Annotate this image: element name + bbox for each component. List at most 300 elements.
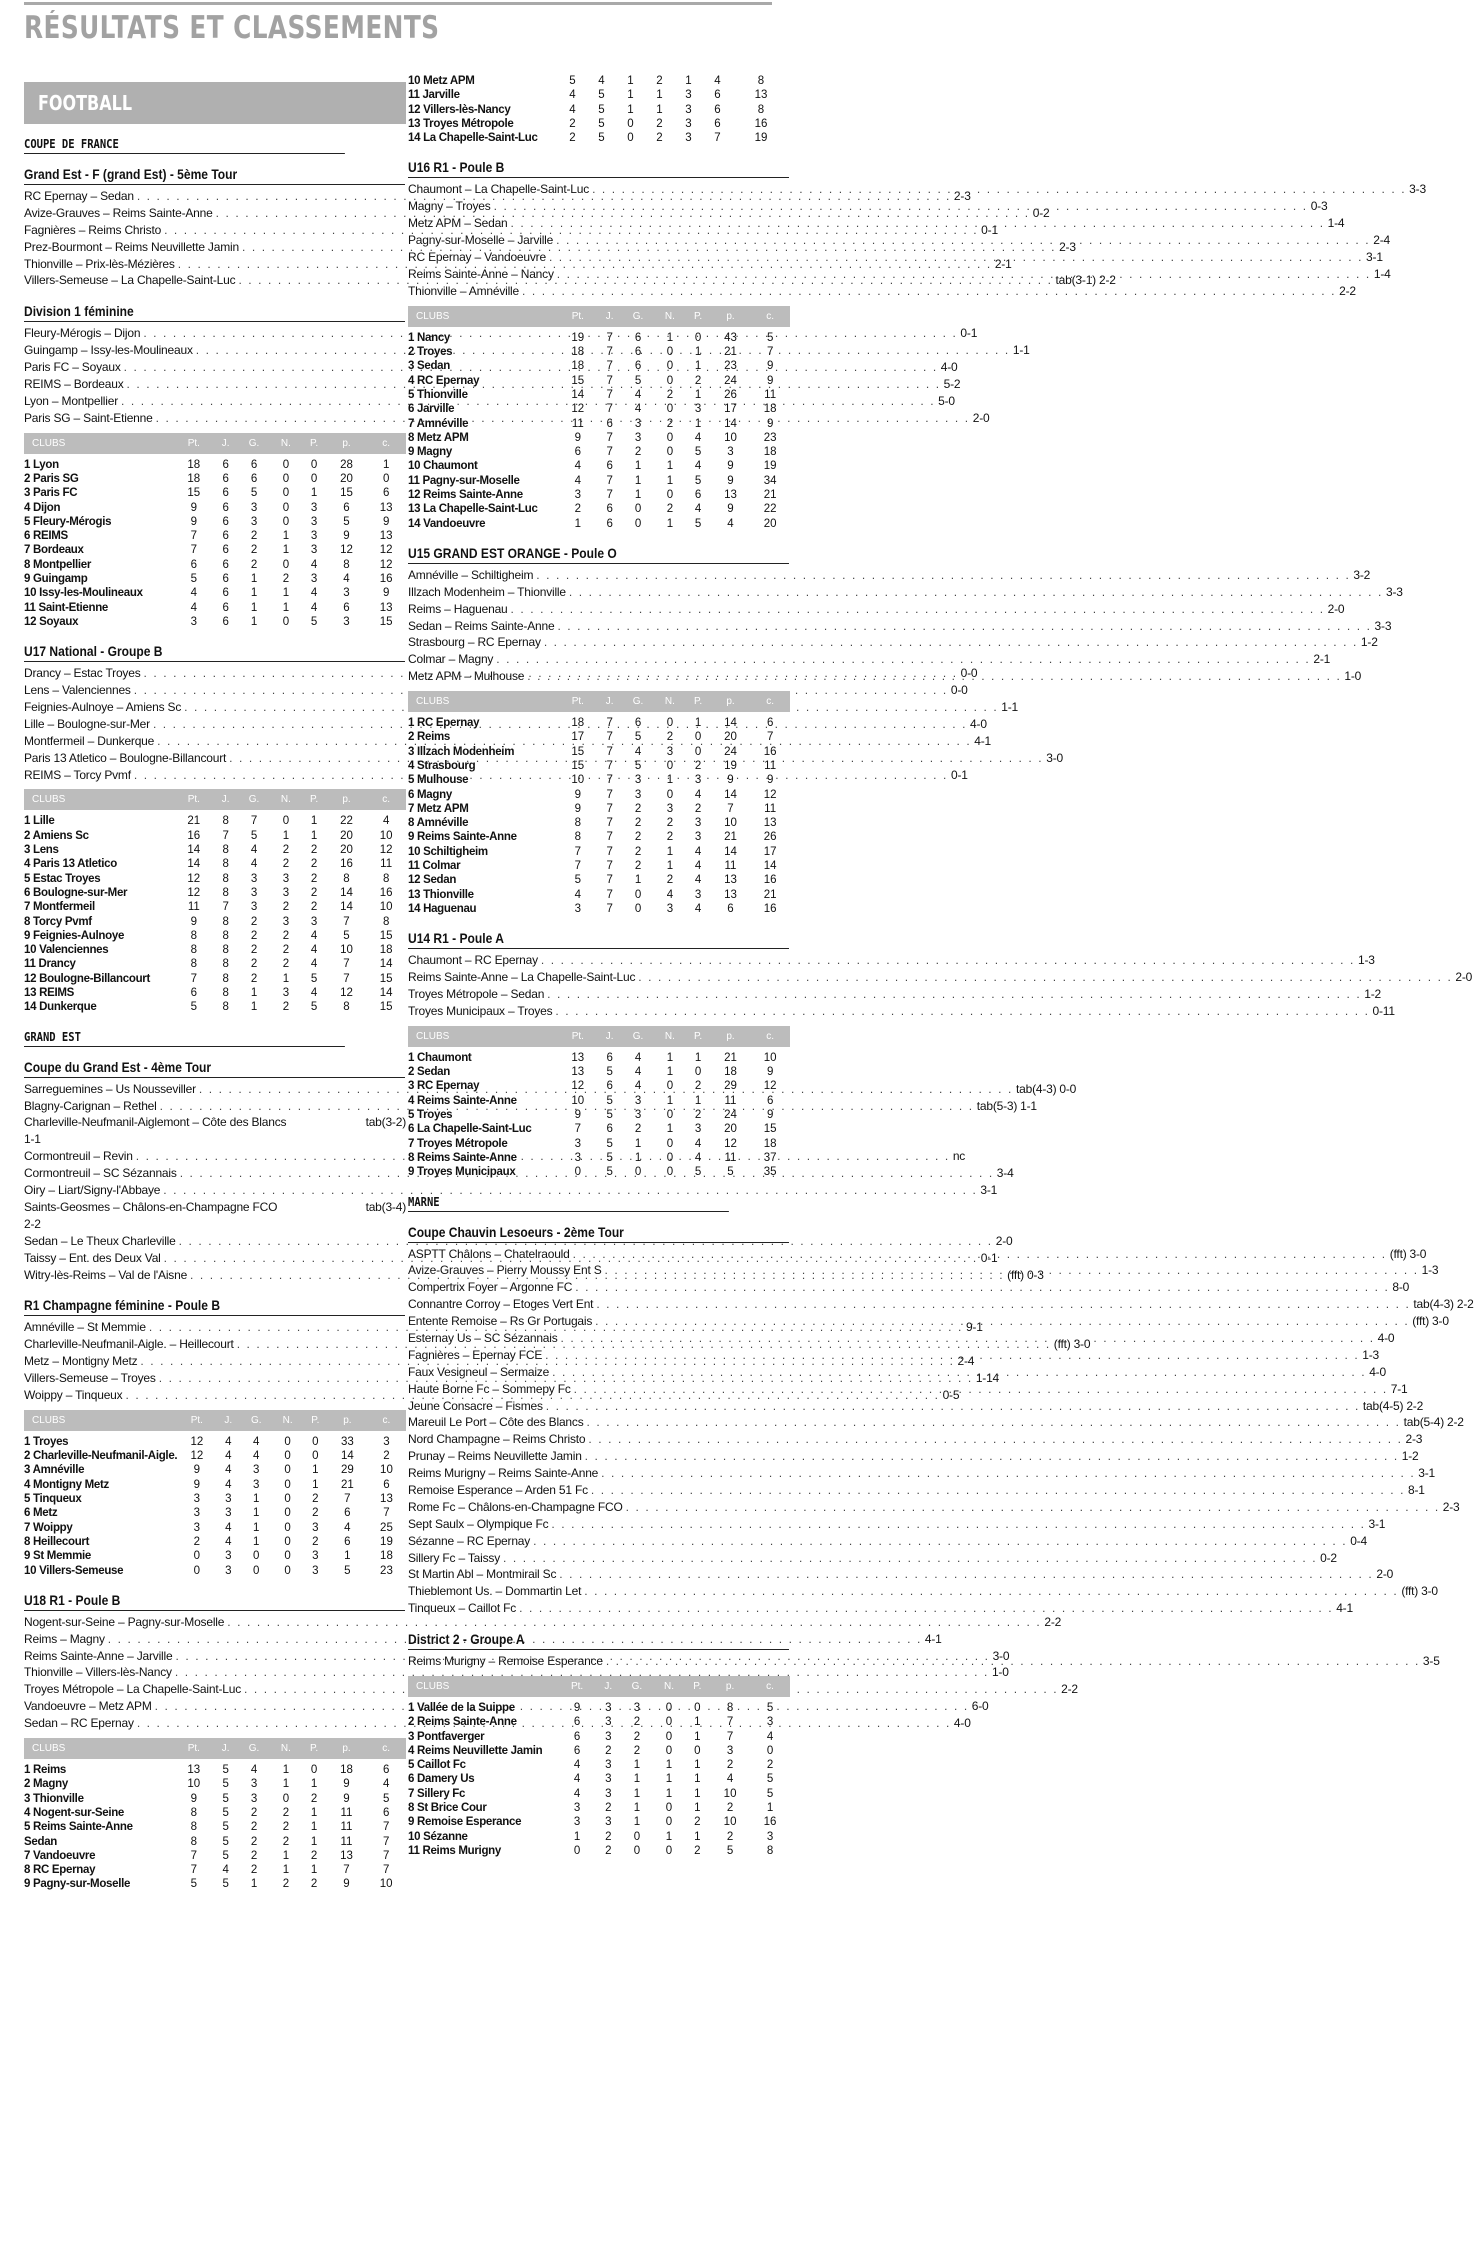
standings-value: 7 — [606, 488, 613, 501]
match-score: 1-3 — [1362, 1347, 1379, 1362]
standings-club: 1 Chaumont — [408, 1051, 472, 1064]
standings-value: 2 — [656, 132, 663, 145]
standings-value: 1 — [310, 487, 318, 500]
standings-value: 1 — [694, 360, 702, 373]
standings-value: 7 — [766, 731, 774, 744]
match-teams: Rome Fc – Châlons-en-Champagne FCO — [408, 1499, 623, 1514]
standings-club: 1 Lyon — [24, 458, 59, 471]
standings-value: 0 — [666, 717, 674, 730]
standings-value: 3 — [694, 831, 702, 844]
standings-value: 1 — [312, 1464, 319, 1477]
match-teams: Sept Saulx – Olympique Fc — [408, 1516, 549, 1531]
standings-row — [24, 1806, 406, 1820]
match-score: 3-1 — [1368, 1516, 1386, 1531]
standings-value: 8 — [222, 929, 229, 942]
standings-value: 0 — [253, 1550, 260, 1563]
standings-header-cell: p. — [711, 691, 751, 712]
standings-value: 2 — [633, 1716, 641, 1729]
standings-value: 5 — [382, 1792, 390, 1805]
standings-value: 10 — [723, 1787, 737, 1800]
standings-header-cell: CLUBS — [408, 691, 558, 712]
standings-value: 3 — [574, 1151, 582, 1164]
standings-value: 7 — [606, 860, 613, 873]
standings-header-cell: P. — [685, 306, 710, 327]
match-score: 0-2 — [1320, 1550, 1337, 1565]
standings-value: 5 — [598, 89, 605, 102]
match-teams: Esternay Us – SC Sézannais — [408, 1330, 558, 1345]
match-score: nc — [952, 1149, 966, 1164]
standings-value: 10 — [724, 817, 737, 830]
match-result — [408, 1003, 1395, 1020]
standings-value: 7 — [714, 132, 721, 145]
standings-value: 5 — [606, 1066, 613, 1079]
standings-value: 2 — [634, 860, 642, 873]
match-score-wrap — [973, 410, 990, 427]
standings-value: 14 — [724, 845, 737, 858]
standings-club: 2 Reims — [408, 731, 451, 744]
standings-header-cell: c. — [366, 1738, 406, 1759]
standings-header-cell: P. — [301, 1738, 326, 1759]
standings-value: 1 — [250, 615, 258, 628]
standings-value: 5 — [190, 573, 198, 586]
standings-value: 0 — [284, 1493, 291, 1506]
standings-value: 0 — [282, 558, 290, 571]
standings-value: 3 — [310, 515, 318, 528]
standings-row — [408, 1830, 790, 1844]
standings-value: 9 — [766, 417, 774, 430]
standings-row — [24, 543, 406, 557]
competition-title: Coupe Chauvin Lesoeurs - 2ème Tour — [408, 1224, 789, 1243]
standings-club: 9 Feignies-Aulnoye — [24, 929, 125, 942]
standings-header-cell: p. — [328, 1410, 367, 1431]
standings-value: 1 — [253, 1507, 260, 1520]
standings-header-cell: Pt. — [174, 1738, 214, 1759]
standings-value: 1 — [634, 488, 642, 501]
standings-value: 5 — [190, 1001, 198, 1014]
standings-value: 1 — [656, 89, 663, 102]
match-teams: Prez-Bourmont – Reims Neuvillette Jamin — [24, 239, 239, 254]
standings-club: 9 Remoise Esperance — [408, 1816, 522, 1829]
standings-value: 0 — [665, 1716, 673, 1729]
standings-value: 0 — [694, 1066, 702, 1079]
standings-value: 3 — [574, 488, 582, 501]
standings-header-row — [408, 691, 790, 712]
standings-value: 4 — [666, 888, 674, 901]
competition-title: Division 1 féminine — [24, 303, 405, 322]
match-teams: Strasbourg – RC Epernay — [408, 635, 541, 650]
match-teams: Prunay – Reims Neuvillette Jamin — [408, 1449, 582, 1464]
match-teams: Reims Murigny – Remoise Esperance — [408, 1654, 603, 1669]
match-score-wrap — [1361, 634, 1378, 651]
standings-row — [24, 986, 406, 1000]
standings-club: 5 Mulhouse — [408, 774, 469, 787]
match-teams: Colmar – Magny — [408, 652, 494, 667]
standings-value: 0 — [666, 431, 674, 444]
standings-value: 12 — [724, 1137, 737, 1150]
leader-dots — [541, 952, 1355, 969]
match-score: 3-1 — [980, 1183, 998, 1198]
standings-value: 4 — [598, 75, 605, 87]
match-teams: Cormontreuil – SC Sézannais — [24, 1166, 177, 1181]
standings-value: 6 — [222, 472, 229, 485]
match-score: 2-2 — [1098, 273, 1116, 288]
match-teams: St Martin Abl – Montmirail Sc — [408, 1567, 557, 1582]
standings-header-row — [24, 1738, 406, 1759]
standings-value: 4 — [310, 944, 318, 957]
standings-value: 12 — [763, 788, 777, 801]
standings-value: 0 — [666, 1080, 674, 1093]
standings-value: 1 — [282, 587, 290, 600]
match-teams: Reims – Magny — [24, 1631, 105, 1646]
standings-table — [408, 691, 790, 916]
match-result — [408, 1600, 1353, 1617]
standings-club: 10 Metz APM — [408, 75, 475, 87]
standings-club: 11 Jarville — [408, 89, 460, 102]
standings-row — [24, 472, 406, 486]
match-teams: Charleville-Neufmanil-Aigle. – Heillecourt — [24, 1337, 234, 1352]
standings-value: 4 — [190, 601, 198, 614]
standings-value: 7 — [606, 388, 613, 401]
standings-club: 13 REIMS — [24, 987, 75, 1000]
leader-dots — [522, 283, 1336, 300]
match-teams: Lens – Valenciennes — [24, 683, 131, 698]
standings-value: 9 — [193, 1478, 201, 1491]
standings-value: 9 — [382, 515, 390, 528]
standings-value: 2 — [250, 1835, 258, 1848]
standings-value: 2 — [250, 544, 258, 557]
standings-row — [408, 859, 790, 873]
match-score-wrap — [1422, 1262, 1439, 1279]
leader-dots — [546, 1398, 1360, 1415]
match-score-wrap — [1374, 266, 1391, 283]
match-score: 4-1 — [924, 1631, 942, 1646]
standings-header-cell: J. — [598, 691, 622, 712]
standings-row — [24, 1820, 406, 1834]
standings-value: 3 — [250, 501, 258, 514]
standings-value: 1 — [665, 1773, 673, 1786]
standings-value: 0 — [666, 374, 674, 387]
match-teams: Metz APM – Mulhouse — [408, 669, 525, 684]
standings-value: 7 — [222, 829, 229, 842]
match-score: 9-1 — [965, 1320, 983, 1335]
standings-value: 3 — [694, 403, 702, 416]
standings-club: 12 Boulogne-Billancourt — [24, 972, 150, 985]
match-score: 2-0 — [1327, 601, 1345, 616]
standings-club: 3 Lens — [24, 844, 59, 857]
match-score: 2-2 — [1339, 283, 1356, 298]
standings-value: 18 — [379, 944, 393, 957]
competition-title: Coupe du Grand Est - 4ème Tour — [24, 1059, 405, 1078]
match-teams: Avize-Grauves – Pierry Moussy Ent S — [408, 1263, 602, 1278]
standings-value: 1 — [666, 845, 674, 858]
standings-value: 3 — [685, 89, 692, 102]
standings-value: 2 — [569, 132, 576, 145]
standings-value: 6 — [190, 987, 198, 1000]
standings-value: 1 — [634, 1151, 642, 1164]
standings-row — [24, 972, 406, 986]
standings-header-cell: N. — [270, 433, 301, 454]
standings-value: 15 — [571, 745, 585, 758]
standings-value: 16 — [379, 886, 393, 899]
standings-value: 7 — [606, 346, 613, 359]
standings-value: 9 — [190, 915, 198, 928]
match-result — [408, 1414, 1464, 1431]
match-score: 3-0 — [1432, 1314, 1449, 1329]
standings-value: 15 — [379, 972, 393, 985]
match-score: 2-2 — [1406, 1398, 1424, 1413]
match-result — [24, 1199, 406, 1233]
standings-value: 0 — [634, 503, 642, 516]
standings-value: 1 — [666, 774, 674, 787]
standings-value: 0 — [284, 1464, 291, 1477]
standings-header-row — [408, 306, 790, 327]
standings-club: 1 Vallée de la Suippe — [408, 1701, 515, 1714]
standings-club: 4 Reims Neuvillette Jamin — [408, 1744, 543, 1757]
standings-value: 11 — [571, 417, 584, 430]
standings-value: 20 — [340, 844, 353, 857]
match-teams: Mareuil Le Port – Côte des Blancs — [408, 1415, 584, 1430]
standings-value: 11 — [764, 388, 777, 401]
standings-value: 1 — [633, 1773, 641, 1786]
standings-value: 12 — [379, 558, 393, 571]
standings-value: 4 — [225, 1435, 232, 1448]
standings-value: 9 — [727, 460, 734, 473]
standings-value: 6 — [727, 902, 734, 915]
standings-club: 8 Torcy Pvmf — [24, 915, 92, 928]
standings-club: 9 Troyes Municipaux — [408, 1166, 516, 1179]
match-score: 3-3 — [1385, 584, 1403, 599]
standings-table — [408, 306, 790, 531]
standings-value: 24 — [724, 374, 737, 387]
standings-value: 0 — [666, 346, 674, 359]
standings-club: 1 RC Epernay — [408, 717, 480, 730]
match-result — [408, 1279, 1410, 1296]
leader-dots — [573, 1246, 1387, 1263]
match-score: 2-2 — [1456, 1297, 1474, 1312]
standings-value: 0 — [634, 888, 642, 901]
standings-value: 1 — [694, 1759, 701, 1772]
standings-value: 3 — [634, 1094, 642, 1107]
standings-value: 9 — [574, 802, 582, 815]
standings-value: 1 — [634, 1137, 642, 1150]
standings-value: 2 — [250, 1821, 258, 1834]
standings-row — [24, 1792, 406, 1806]
standings-table — [24, 433, 406, 630]
standings-row — [24, 1435, 406, 1449]
match-score-wrap — [1386, 584, 1403, 601]
standings-header-cell: Pt. — [174, 789, 214, 810]
match-result — [408, 601, 1345, 618]
standings-value: 2 — [694, 1080, 702, 1093]
standings-value: 0 — [694, 731, 702, 744]
standings-value: 1 — [310, 1806, 318, 1819]
match-teams: Charleville-Neufmanil-Aiglemont – Côte des Blancs — [24, 1115, 287, 1130]
standings-value: 8 — [190, 1835, 198, 1848]
standings-value: 6 — [222, 544, 229, 557]
match-teams: Saints-Geosmes – Châlons-en-Champagne FCO — [24, 1199, 278, 1214]
standings-value: 19 — [380, 1535, 393, 1548]
standings-value: 1 — [573, 1830, 581, 1843]
standings-value: 25 — [380, 1521, 393, 1534]
standings-value: 2 — [312, 1535, 319, 1548]
standings-value: 4 — [694, 860, 702, 873]
standings-value: 0 — [312, 1450, 319, 1463]
standings-value: 5 — [727, 1166, 734, 1179]
standings-row — [24, 1835, 406, 1849]
standings-value: 2 — [310, 858, 318, 871]
leader-dots — [551, 1516, 1365, 1533]
standings-value: 4 — [727, 517, 734, 530]
standings-value: 1 — [694, 1716, 701, 1729]
standings-row — [24, 558, 406, 572]
standings-header-cell: CLUBS — [24, 1738, 174, 1759]
match-teams: RC Epernay – Sedan — [24, 189, 134, 203]
standings-value: 1 — [633, 1816, 641, 1829]
standings-value: 8 — [222, 886, 229, 899]
match-extra: tab(5-3) — [976, 1098, 1018, 1113]
standings-club: 9 Pagny-sur-Moselle — [24, 1878, 131, 1891]
match-teams: Sarreguemines – Us Nousseviller — [24, 1081, 196, 1096]
standings-value: 3 — [312, 1550, 319, 1563]
leader-dots — [574, 1381, 1388, 1398]
standings-club: 4 RC Epernay — [408, 374, 480, 387]
category-title: MARNE — [408, 1194, 729, 1212]
standings-value: 34 — [763, 474, 777, 487]
standings-value: 7 — [606, 446, 613, 459]
standings-value: 6 — [222, 558, 229, 571]
match-teams: Fagnières – Epernay FCE — [408, 1347, 543, 1362]
standings-value: 4 — [714, 75, 721, 87]
match-score-wrap — [1375, 618, 1392, 635]
match-score: 0-0 — [950, 683, 968, 698]
standings-value: 7 — [606, 802, 613, 815]
standings-value: 14 — [724, 417, 737, 430]
standings-value: 4 — [694, 460, 702, 473]
match-score: 3-4 — [996, 1166, 1014, 1181]
standings-value: 0 — [284, 1550, 291, 1563]
standings-value: 1 — [634, 474, 642, 487]
standings-value: 1 — [250, 1001, 258, 1014]
standings-value: 20 — [724, 731, 737, 744]
match-score: 3-2 — [1353, 567, 1371, 582]
standings-value: 3 — [605, 1701, 612, 1714]
match-teams: Troyes Métropole – La Chapelle-Saint-Luc — [24, 1682, 242, 1697]
standings-value: 29 — [340, 1464, 354, 1477]
leader-dots — [596, 1296, 1410, 1313]
standings-row — [408, 1122, 790, 1136]
match-score-wrap — [1016, 1081, 1076, 1098]
match-teams: Amnéville – St Memmie — [24, 1320, 146, 1335]
standings-value: 26 — [724, 388, 737, 401]
match-score: 0-1 — [980, 1250, 998, 1265]
standings-header-cell: N. — [270, 1738, 301, 1759]
standings-header-cell: G. — [622, 691, 655, 712]
standings-value: 1 — [666, 517, 674, 530]
match-score: 4-0 — [970, 716, 987, 731]
standings-value: 0 — [284, 1507, 291, 1520]
leader-dots — [544, 634, 1358, 651]
standings-value: 9 — [343, 530, 350, 543]
standings-value: 0 — [634, 902, 642, 915]
standings-value: 5 — [634, 731, 642, 744]
standings-value: 4 — [634, 388, 642, 401]
standings-value: 18 — [187, 472, 201, 485]
standings-value: 1 — [633, 1802, 641, 1815]
match-score: 0-0 — [960, 666, 978, 681]
match-score-wrap — [960, 325, 977, 342]
standings-value: 2 — [310, 901, 318, 914]
standings-value: 1 — [310, 1835, 318, 1848]
standings-value: 0 — [627, 117, 634, 130]
standings-value: 7 — [606, 817, 613, 830]
standings-value: 10 — [723, 1816, 737, 1829]
standings-value: 12 — [340, 987, 353, 1000]
standings-value: 0 — [193, 1564, 201, 1577]
standings-value: 9 — [727, 474, 734, 487]
standings-value: 4 — [310, 958, 318, 971]
competition-title: Grand Est - F (grand Est) - 5ème Tour — [24, 166, 405, 185]
standings-value: 0 — [665, 1816, 673, 1829]
standings-value: 0 — [665, 1744, 673, 1757]
standings-value: 4 — [382, 815, 390, 828]
standings-value: 0 — [574, 1166, 582, 1179]
standings-value: 37 — [763, 1151, 777, 1164]
standings-value: 3 — [193, 1521, 201, 1534]
standings-value: 7 — [190, 544, 198, 557]
standings-value: 1 — [627, 89, 634, 102]
standings-club: 13 La Chapelle-Saint-Luc — [408, 503, 538, 516]
standings-value: 7 — [222, 901, 229, 914]
match-score: 2-0 — [1376, 1567, 1394, 1582]
standings-value: 5 — [694, 517, 702, 530]
standings-value: 12 — [190, 1450, 204, 1463]
match-teams: Jeune Consacre – Fismes — [408, 1398, 543, 1413]
match-teams: Chaumont – RC Epernay — [408, 953, 538, 968]
standings-header-cell: p. — [710, 1676, 750, 1697]
standings-value: 15 — [379, 615, 393, 628]
standings-value: 1 — [766, 1802, 774, 1815]
standings-value: 3 — [666, 745, 674, 758]
standings-value: 5 — [310, 1001, 318, 1014]
standings-header-cell: Pt. — [558, 1676, 596, 1697]
standings-value: 9 — [766, 360, 774, 373]
standings-row — [408, 816, 790, 830]
standings-value: 7 — [606, 717, 613, 730]
standings-value: 19 — [724, 760, 737, 772]
standings-club: 4 Paris 13 Atletico — [24, 858, 117, 871]
match-score: 3-5 — [1422, 1654, 1440, 1669]
standings-value: 0 — [284, 1535, 291, 1548]
standings-value: 2 — [282, 844, 290, 857]
standings-value: 7 — [726, 1716, 734, 1729]
standings-header-cell: Pt. — [558, 691, 598, 712]
standings-value: 5 — [222, 1821, 229, 1834]
standings-value: 3 — [225, 1493, 232, 1506]
standings-club: 11 Drancy — [24, 958, 76, 971]
standings-value: 18 — [340, 1764, 353, 1777]
standings-value: 9 — [190, 501, 198, 514]
standings-value: 14 — [379, 987, 393, 1000]
standings-row — [24, 1535, 406, 1549]
leader-dots — [556, 232, 1370, 249]
standings-header-cell: c. — [750, 1676, 790, 1697]
match-score: 1-0 — [991, 1665, 1009, 1680]
standings-row — [24, 1521, 406, 1535]
match-result — [408, 584, 1403, 601]
standings-row — [408, 1094, 790, 1108]
match-teams: Pagny-sur-Moselle – Jarville — [408, 233, 554, 248]
standings-value: 5 — [343, 929, 350, 942]
